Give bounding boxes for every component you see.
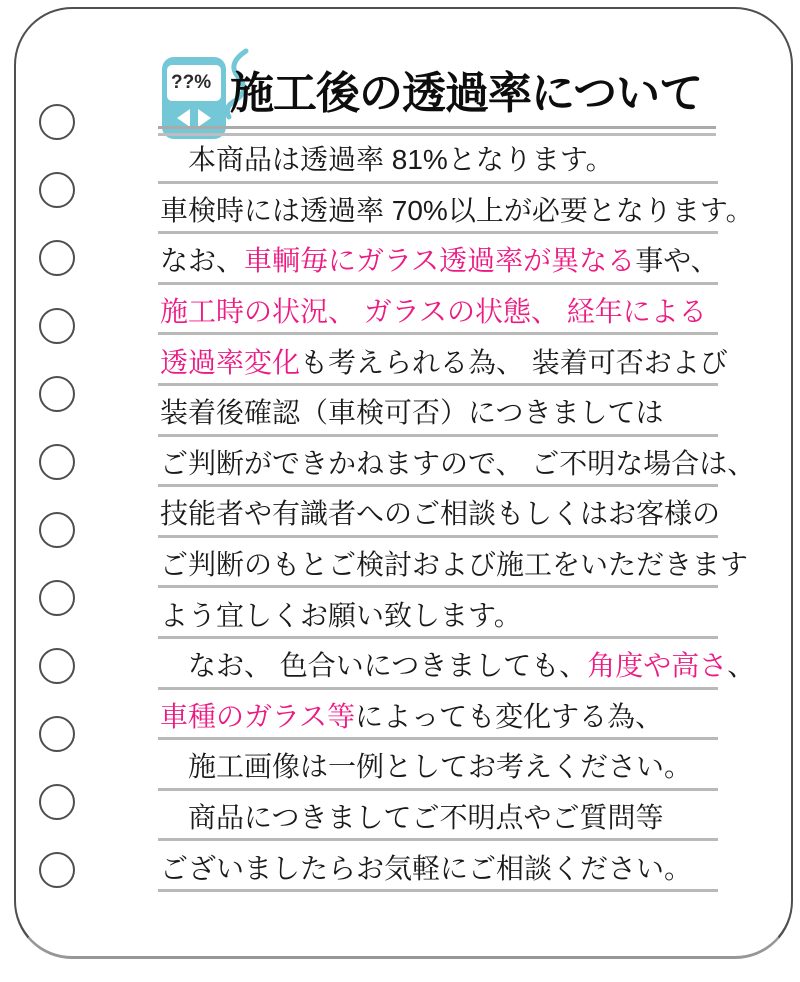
notice-line: [158, 538, 749, 589]
text-segment: ご判断ができかねますので、 ご不明な場合は、: [160, 447, 756, 479]
text-segment: 事や、: [635, 245, 719, 277]
notice-line: [158, 841, 718, 892]
notice-line: [158, 690, 718, 741]
text-segment: なお、 色合いにつきましても、: [160, 650, 588, 682]
notice-line: [158, 740, 718, 791]
right-arrow-icon: [198, 109, 211, 127]
binder-hole: [39, 580, 75, 616]
binder-hole: [39, 308, 75, 344]
binder-hole: [39, 648, 75, 684]
text-segment: によっても変化する為、: [355, 700, 664, 732]
left-arrow-icon: [177, 109, 190, 127]
text-segment: ご判断のもとご検討および施工をいただきます: [160, 548, 749, 580]
text-segment: 本商品は透過率 81%となります。: [160, 144, 614, 176]
meter-screen-text: ??%: [171, 72, 212, 93]
text-segment: よう宜しくお願い致します。: [160, 599, 522, 631]
binder-hole: [39, 104, 75, 140]
notice-line: [158, 791, 718, 842]
binder-hole: [39, 512, 75, 548]
highlighted-text-segment: 車種のガラス等: [160, 700, 356, 732]
binder-hole: [39, 444, 75, 480]
text-segment: 商品につきましてご不明点やご質問等: [160, 801, 664, 833]
notice-line: [158, 335, 728, 386]
notice-line: [158, 639, 756, 690]
notice-line: [158, 437, 756, 488]
text-segment: 車検時には透過率 70%以上が必要となります。: [160, 194, 754, 226]
notice-line: [158, 588, 718, 639]
page-title: 施工後の透過率について: [230, 69, 703, 118]
text-segment: なお、: [160, 245, 245, 277]
binder-hole: [39, 172, 75, 208]
text-segment: ございましたらお気軽にご相談ください。: [160, 852, 693, 884]
notice-text: [158, 133, 756, 892]
binder-hole: [39, 716, 75, 752]
text-segment: 技能者や有識者へのご相談もしくはお客様の: [160, 498, 721, 530]
notice-line: [158, 133, 718, 184]
binder-hole: [39, 376, 75, 412]
notice-line: [158, 386, 718, 437]
text-segment: 装着後確認（車検可否）につきましては: [160, 397, 664, 429]
notice-line: [158, 487, 721, 538]
text-segment: 施工画像は一例としてお考えください。: [160, 751, 693, 783]
notice-line: [158, 184, 754, 235]
highlighted-text-segment: 角度や高さ: [587, 650, 728, 682]
highlighted-text-segment: 透過率変化: [160, 346, 301, 378]
binder-hole: [39, 852, 75, 888]
binder-hole: [39, 240, 75, 276]
text-segment: も考えられる為、 装着可否および: [300, 346, 728, 378]
notice-line: [158, 234, 718, 285]
text-segment: 、: [727, 650, 756, 682]
highlighted-text-segment: 施工時の状況、 ガラスの状態、 経年による: [160, 295, 707, 327]
notice-line: [158, 285, 718, 336]
highlighted-text-segment: 車輌毎にガラス透過率が異なる: [244, 245, 636, 277]
meter-screen: [167, 65, 221, 101]
binder-hole: [39, 784, 75, 820]
